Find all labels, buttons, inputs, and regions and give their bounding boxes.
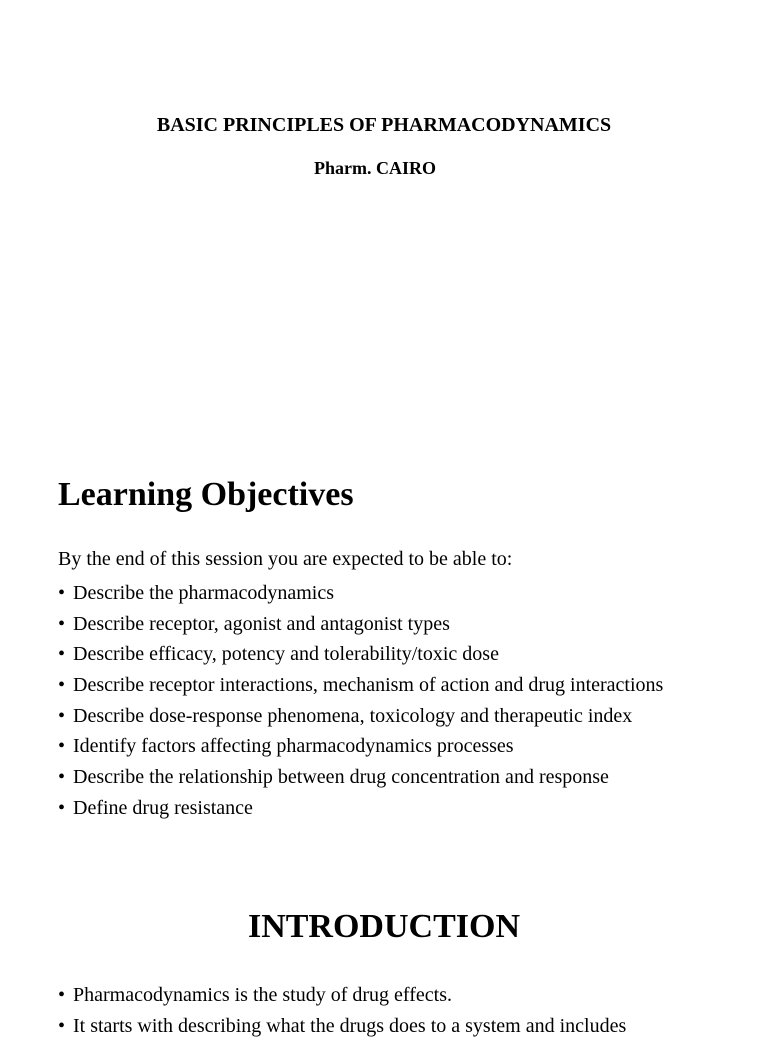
bullet-icon: • (58, 984, 66, 1006)
objective-item (58, 762, 663, 793)
learning-objectives-intro: By the end of this session you are expected to be able to: (58, 548, 513, 570)
objective-text: Describe dose-response phenomena, toxicology and therapeutic index (73, 704, 633, 727)
objective-item (58, 639, 663, 670)
bullet-icon: • (58, 582, 66, 604)
introduction-text: Pharmacodynamics is the study of drug effects. (73, 984, 452, 1006)
objective-item (58, 701, 663, 732)
document-author: Pharm. CAIRO (314, 158, 436, 178)
document-title: BASIC PRINCIPLES OF PHARMACODYNAMICS (156, 114, 612, 136)
learning-objectives-heading: Learning Objectives (58, 476, 354, 513)
objective-item (58, 578, 663, 609)
introduction-item (58, 1011, 626, 1041)
objective-text: Define drug resistance (73, 796, 253, 819)
objective-item (58, 670, 663, 701)
objective-text: Describe the relationship between drug concentration and response (73, 766, 609, 789)
bullet-icon: • (58, 704, 66, 727)
objective-item (58, 731, 663, 762)
bullet-icon: • (58, 735, 66, 758)
learning-objectives-list (58, 578, 663, 824)
objective-item (58, 609, 663, 640)
objective-text: Identify factors affecting pharmacodynamics processes (73, 735, 514, 758)
introduction-item (58, 980, 626, 1011)
objective-item (58, 793, 663, 824)
bullet-icon: • (58, 1014, 66, 1037)
bullet-icon: • (58, 643, 66, 666)
objective-text: Describe the pharmacodynamics (73, 582, 335, 604)
objective-text: Describe efficacy, potency and tolerability/toxic dose (73, 643, 499, 666)
bullet-icon: • (58, 766, 66, 789)
objective-text: Describe receptor interactions, mechanism of action and drug interactions (73, 674, 664, 697)
objective-text: Describe receptor, agonist and antagonist types (73, 612, 450, 635)
introduction-list (58, 980, 626, 1041)
bullet-icon: • (58, 796, 66, 819)
bullet-icon: • (58, 674, 66, 697)
bullet-icon: • (58, 612, 66, 635)
introduction-heading: INTRODUCTION (247, 908, 521, 945)
introduction-text: It starts with describing what the drugs does to a system and includes (73, 1014, 627, 1037)
